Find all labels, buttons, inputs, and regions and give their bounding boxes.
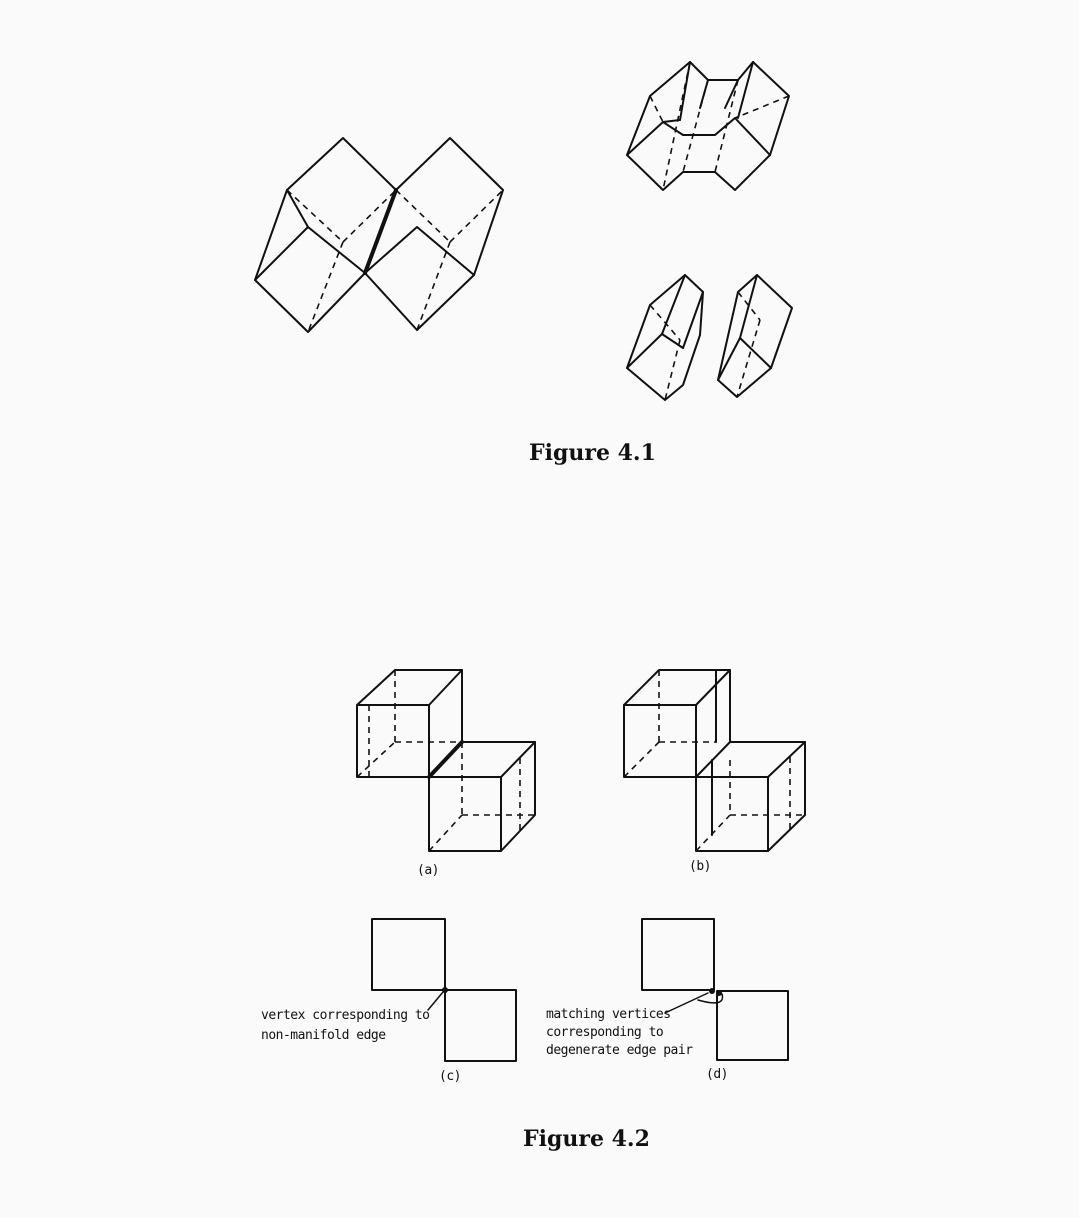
fig41-separated-solids: [627, 275, 792, 400]
annotation-d-line-3: degenerate edge pair: [546, 1043, 693, 1058]
fig41-separated-right: [718, 275, 792, 397]
fig42d-drawing: [642, 919, 788, 1060]
figure-4-2-caption: Figure 4.2: [523, 1126, 650, 1152]
figure-4-1-caption: Figure 4.1: [529, 440, 656, 466]
annotation-c-line-2: non-manifold edge: [261, 1028, 386, 1043]
fig41-left-cube: [255, 138, 396, 332]
fig42c-drawing: [372, 919, 516, 1061]
fig41-separated-left: [627, 275, 703, 400]
annotation-d-line-2: corresponding to: [546, 1025, 664, 1040]
fig42b-drawing: [624, 670, 805, 851]
annotation-d-line-1: matching vertices: [546, 1007, 671, 1022]
subfigure-d-label: (d): [706, 1067, 728, 1082]
subfigure-a-label: (a): [417, 863, 439, 878]
fig41-cube-pair: [255, 138, 503, 332]
fig42d-vertex-dot-1: [709, 988, 715, 994]
annotation-c-line-1: vertex corresponding to: [261, 1008, 430, 1023]
subfigure-b-label: (b): [689, 859, 711, 874]
subfigure-c-label: (c): [439, 1069, 461, 1084]
fig42a-drawing: [357, 670, 535, 851]
fig41-joined-solid: [627, 62, 789, 190]
fig42d-vertex-dot-2: [716, 990, 722, 996]
fig41-right-cube: [365, 138, 503, 330]
